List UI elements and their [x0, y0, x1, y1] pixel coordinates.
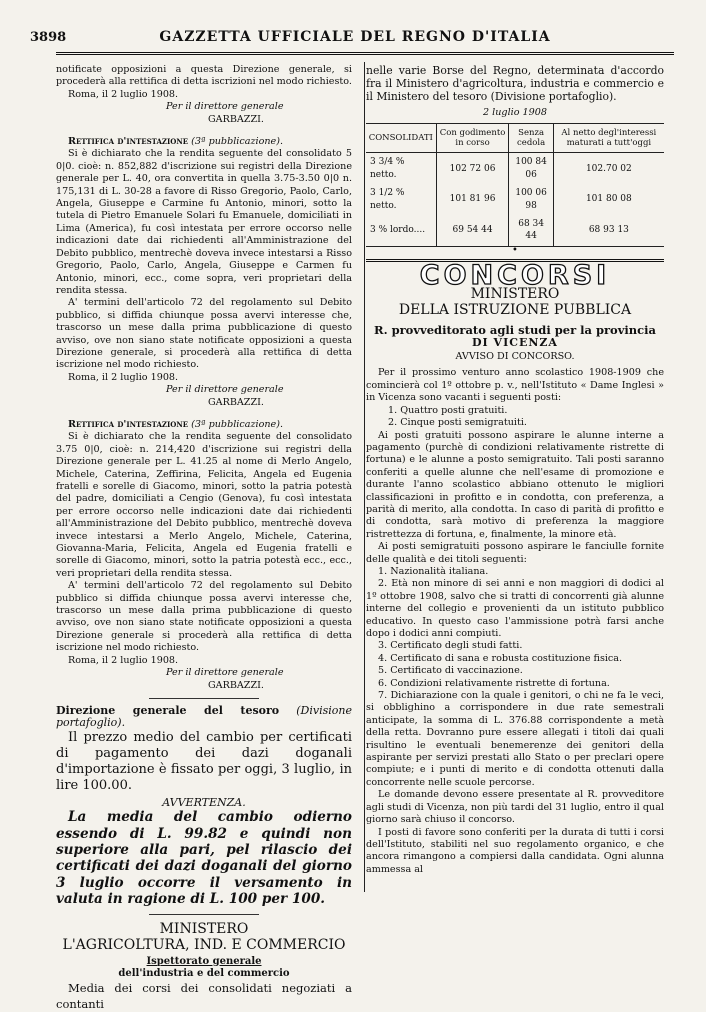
paragraph: notificate opposizioni a questa Direzione generale, si procederà alla rettifica di detta iscrizioni nel modo richiesto. — [56, 64, 352, 88]
list-item: 1. Quattro posti gratuiti. — [388, 404, 508, 416]
paragraph: Per il prossimo venturo anno scolastico 1908-1909 che comincierà col 1º ottobre p. v., nell'Istituto « Dame Inglesi » in Vicenza sono vacanti i seguenti posti: — [366, 367, 664, 404]
list-item: 5. Certificato di vaccinazione. — [378, 665, 523, 677]
paragraph: Media dei corsi dei consolidati negoziati a contanti — [56, 981, 352, 1012]
list-item: 6. Condizioni relativamente ristrette di fortuna. — [378, 677, 610, 689]
table-header: Al netto degl'interessi maturati a tutt'oggi — [553, 124, 664, 153]
list-item: 4. Certificato di sana e robusta costituzione fisica. — [378, 652, 623, 664]
page-number: 3898 — [30, 30, 67, 45]
section-heading: Rettifica d'intestazione (3ª pubblicazione). — [68, 418, 283, 430]
paragraph: Le domande devono essere presentate al R. provveditore agli studi di Vicenza, non più tardi del 31 luglio, entro il qual giorno sarà chiuso il concorso. — [366, 789, 664, 826]
list-item: 7. Dichiarazione con la quale i genitori, o chi ne fa le veci, si obblighino a corrispondere in due rate semestrali anticipate, la somma di L. 376.88 corrispondente a metà della retta. Dovranno pure essere allegati i titoli dai quali risultino le eventuali benemerenze dei genitori della aspirante per servizi prestati allo Stato o per preclari opere compiute; e i punti di merito e di condotta ottenuti dalla concorrente nelle scuole percorse. — [366, 690, 664, 788]
ministry-title: DELLA ISTRUZIONE PUBBLICA — [398, 302, 632, 319]
signature-role: Per il direttore generale — [166, 384, 284, 396]
right-column — [366, 64, 664, 876]
notice-title: AVVERTENZA. — [162, 795, 246, 809]
table-cell: 3 3/4 % netto. — [370, 157, 405, 180]
list-item: 1. Nazionalità italiana. — [378, 565, 489, 577]
concorsi-heading: CONCORSI — [419, 259, 611, 291]
separator — [149, 698, 259, 699]
table-header: Senza cedola — [509, 124, 553, 153]
table-cell: 100 06 98 — [509, 184, 553, 215]
section-heading: Rettifica d'intestazione (3ª pubblicazione). — [68, 136, 283, 148]
table-cell: 102.70 02 — [553, 153, 664, 184]
signature-role: Per il direttore generale — [166, 101, 284, 113]
paragraph: A' termini dell'articolo 72 del regolamento sul Debito pubblico, si diffida chiunque possa avervi interesse che, trascorso un mese dalla prima pubblicazione di questo avviso, ove non siano state notificate opposizioni a questa Direzione generale, si procederà alla rettifica di detta iscrizione nel modo richiesto. — [56, 297, 352, 371]
notice-title: AVVISO DI CONCORSO. — [455, 351, 575, 363]
table-cell: 100 84 06 — [509, 153, 553, 184]
table-row — [366, 153, 664, 184]
paragraph: I posti di favore sono conferiti per la durata di tutti i corsi dell'Istituto, stabiliti nel suo regolamento organico, e che ancora rimangono a compiersi dalla candidata. Ogni alunna ammessa al — [366, 826, 664, 875]
rates-table — [366, 123, 664, 246]
table-header: Con godimento in corso — [436, 124, 509, 153]
table-cell: 102 72 06 — [436, 153, 509, 184]
date-line: Roma, il 2 luglio 1908. — [68, 88, 179, 100]
column-divider — [364, 62, 365, 892]
table-cell: 69 54 44 — [436, 215, 509, 246]
signature-name: GARBAZZI. — [208, 679, 264, 691]
table-cell: 3 % lordo.... — [366, 215, 436, 246]
table-cell: 68 93 13 — [553, 215, 664, 246]
paragraph: Ai posti semigratuiti possono aspirare le fanciulle fornite delle qualità e dei titoli seguenti: — [366, 541, 664, 565]
table-cell: 68 34 44 — [509, 215, 553, 246]
bullet-ornament: • — [512, 244, 518, 256]
date-line: 2 luglio 1908 — [483, 107, 547, 118]
signature-name: GARBAZZI. — [208, 113, 264, 125]
table-row — [366, 184, 664, 215]
list-item: 2. Cinque posti semigratuiti. — [388, 417, 527, 429]
header-rule — [56, 52, 674, 55]
signature-name: GARBAZZI. — [208, 396, 264, 408]
section-heading: Direzione generale del tesoro (Divisione portafoglio). — [56, 703, 353, 730]
signature-role: Per il direttore generale — [166, 667, 284, 679]
paragraph: nelle varie Borse del Regno, determinata d'accordo fra il Ministero d'agricoltura, industria e commercio e il Ministero del tesoro (Divisione portafoglio). — [366, 64, 664, 103]
paragraph: Ai posti gratuiti possono aspirare le alunne interne a pagamento (purchè di condizioni relativamente ristrette di fortuna) e le alunne a posto semigratuito. Tali posti saranno conferiti a quelle alunne che nell'esame di promozione e durante l'anno scolastico abbiano ottenuto le migliori classificazioni in profitto e in condotta, con preferenza, a parità di merito, alla condotta. In caso di parità di profitto e di condotta, sarà motivo di preferenza la maggiore ristrettezza di fortuna, e, finalmente, la minore età. — [366, 429, 664, 540]
list-item: 2. Età non minore di sei anni e non maggiori di dodici al 1º ottobre 1908, salvo che si tratti di concorrenti già alunne interne del collegio e provenienti da un istituto pubblico educativo. In questo caso l'ammissione potrà farsi anche dopo i dodici anni compiuti. — [366, 578, 664, 639]
office-title: dell'industria e del commercio — [118, 967, 290, 979]
table-cell: 101 81 96 — [436, 184, 509, 215]
paragraph: Si è dichiarato che la rendita seguente del consolidato 3.75 0|0, cioè: n. 214,420 d'iscrizione sui registri della Direzione generale per L. 41.25 al nome di Merlo Angelo, Michele, Caterina, Zeffirina, Felicita, Angela ed Eugenia fratelli e sorelle di Giacomo, minori, sotto la patria potestà del padre, domiciliati a Cengio (Genova), fu così intestata per errore occorso nelle indicazioni date dai richiedenti all'Amministrazione del Debito pubblico, mentrechè doveva invece intestarsi a Merlo Angelo, Michele, Caterina, Giovanna-Maria, Felicita, Angela ed Eugenia fratelli e sorelle di Giacomo, minori, sotto la patria potestà ecc., ecc., veri proprietari della rendita stessa. — [56, 431, 352, 579]
gazette-title: GAZZETTA UFFICIALE DEL REGNO D'ITALIA — [159, 29, 551, 45]
date-line: Roma, il 2 luglio 1908. — [68, 654, 179, 666]
table-cell: 101 80 08 — [553, 184, 664, 215]
page-header — [30, 28, 680, 50]
paragraph: A' termini dell'articolo 72 del regolamento sul Debito pubblico si diffida chiunque possa avervi interesse che, trascorso un mese dalla prima pubblicazione di questo avviso, ove non siano state notificate opposizioni a questa Direzione generale si procederà alla rettifica di detta iscrizione nel modo richiesto. — [56, 580, 352, 654]
table-row — [366, 215, 664, 246]
paragraph: Si è dichiarato che la rendita seguente del consolidato 5 0|0. cioè: n. 852,882 d'iscrizione sui registri della Direzione generale per L. 40, ora convertita in quella 3.75-3.50 0|0 n. 175,131 di L. 30-28 a favore di Risso Gregorio, Paolo, Carlo, Angela, Giuseppe e Carmine fu Antonio, minori, sotto la tutela di Pietro Emanuele Solari fu Emanuele, domiciliati in Lima (America), fu così intestata per errore occorso nelle indicazioni date dai richiedenti all'Amministrazione del Debito pubblico, mentrechè doveva invece intestarsi a Risso Gregorio, Paolo, Carlo, Angela, Giuseppe e Carmen fu Antonio, minori, ecc., come sopra, veri proprietari della rendita stessa. — [56, 148, 352, 296]
list-item: 3. Certificato degli studi fatti. — [378, 640, 523, 652]
date-line: Roma, il 2 luglio 1908. — [68, 371, 179, 383]
office-title: Ispettorato generale — [146, 955, 262, 967]
office-subtitle: DI VICENZA — [472, 335, 558, 349]
paragraph: Il prezzo medio del cambio per certificati di pagamento dei dazi doganali d'importazione è fissato per oggi, 3 luglio, in lire 100.00. — [56, 729, 352, 793]
table-cell: 3 1/2 % netto. — [370, 188, 405, 211]
ministry-title: MINISTERO — [470, 286, 560, 303]
left-column — [56, 64, 352, 1012]
table-header: CONSOLIDATI — [366, 124, 436, 153]
ministry-title: MINISTERO — [159, 920, 249, 937]
separator — [149, 914, 259, 915]
ministry-title: L'AGRICOLTURA, IND. E COMMERCIO — [62, 936, 346, 953]
office-title: R. provveditorato agli studi per la provincia — [374, 323, 656, 338]
notice-text: La media del cambio odierno essendo di L. 99.82 e quindi non superiore alla pari, pel rilascio dei certificati dei dazi doganali del giorno 3 luglio occorre il versamento in valuta in ragione di L. 100 per 100. — [56, 809, 352, 908]
